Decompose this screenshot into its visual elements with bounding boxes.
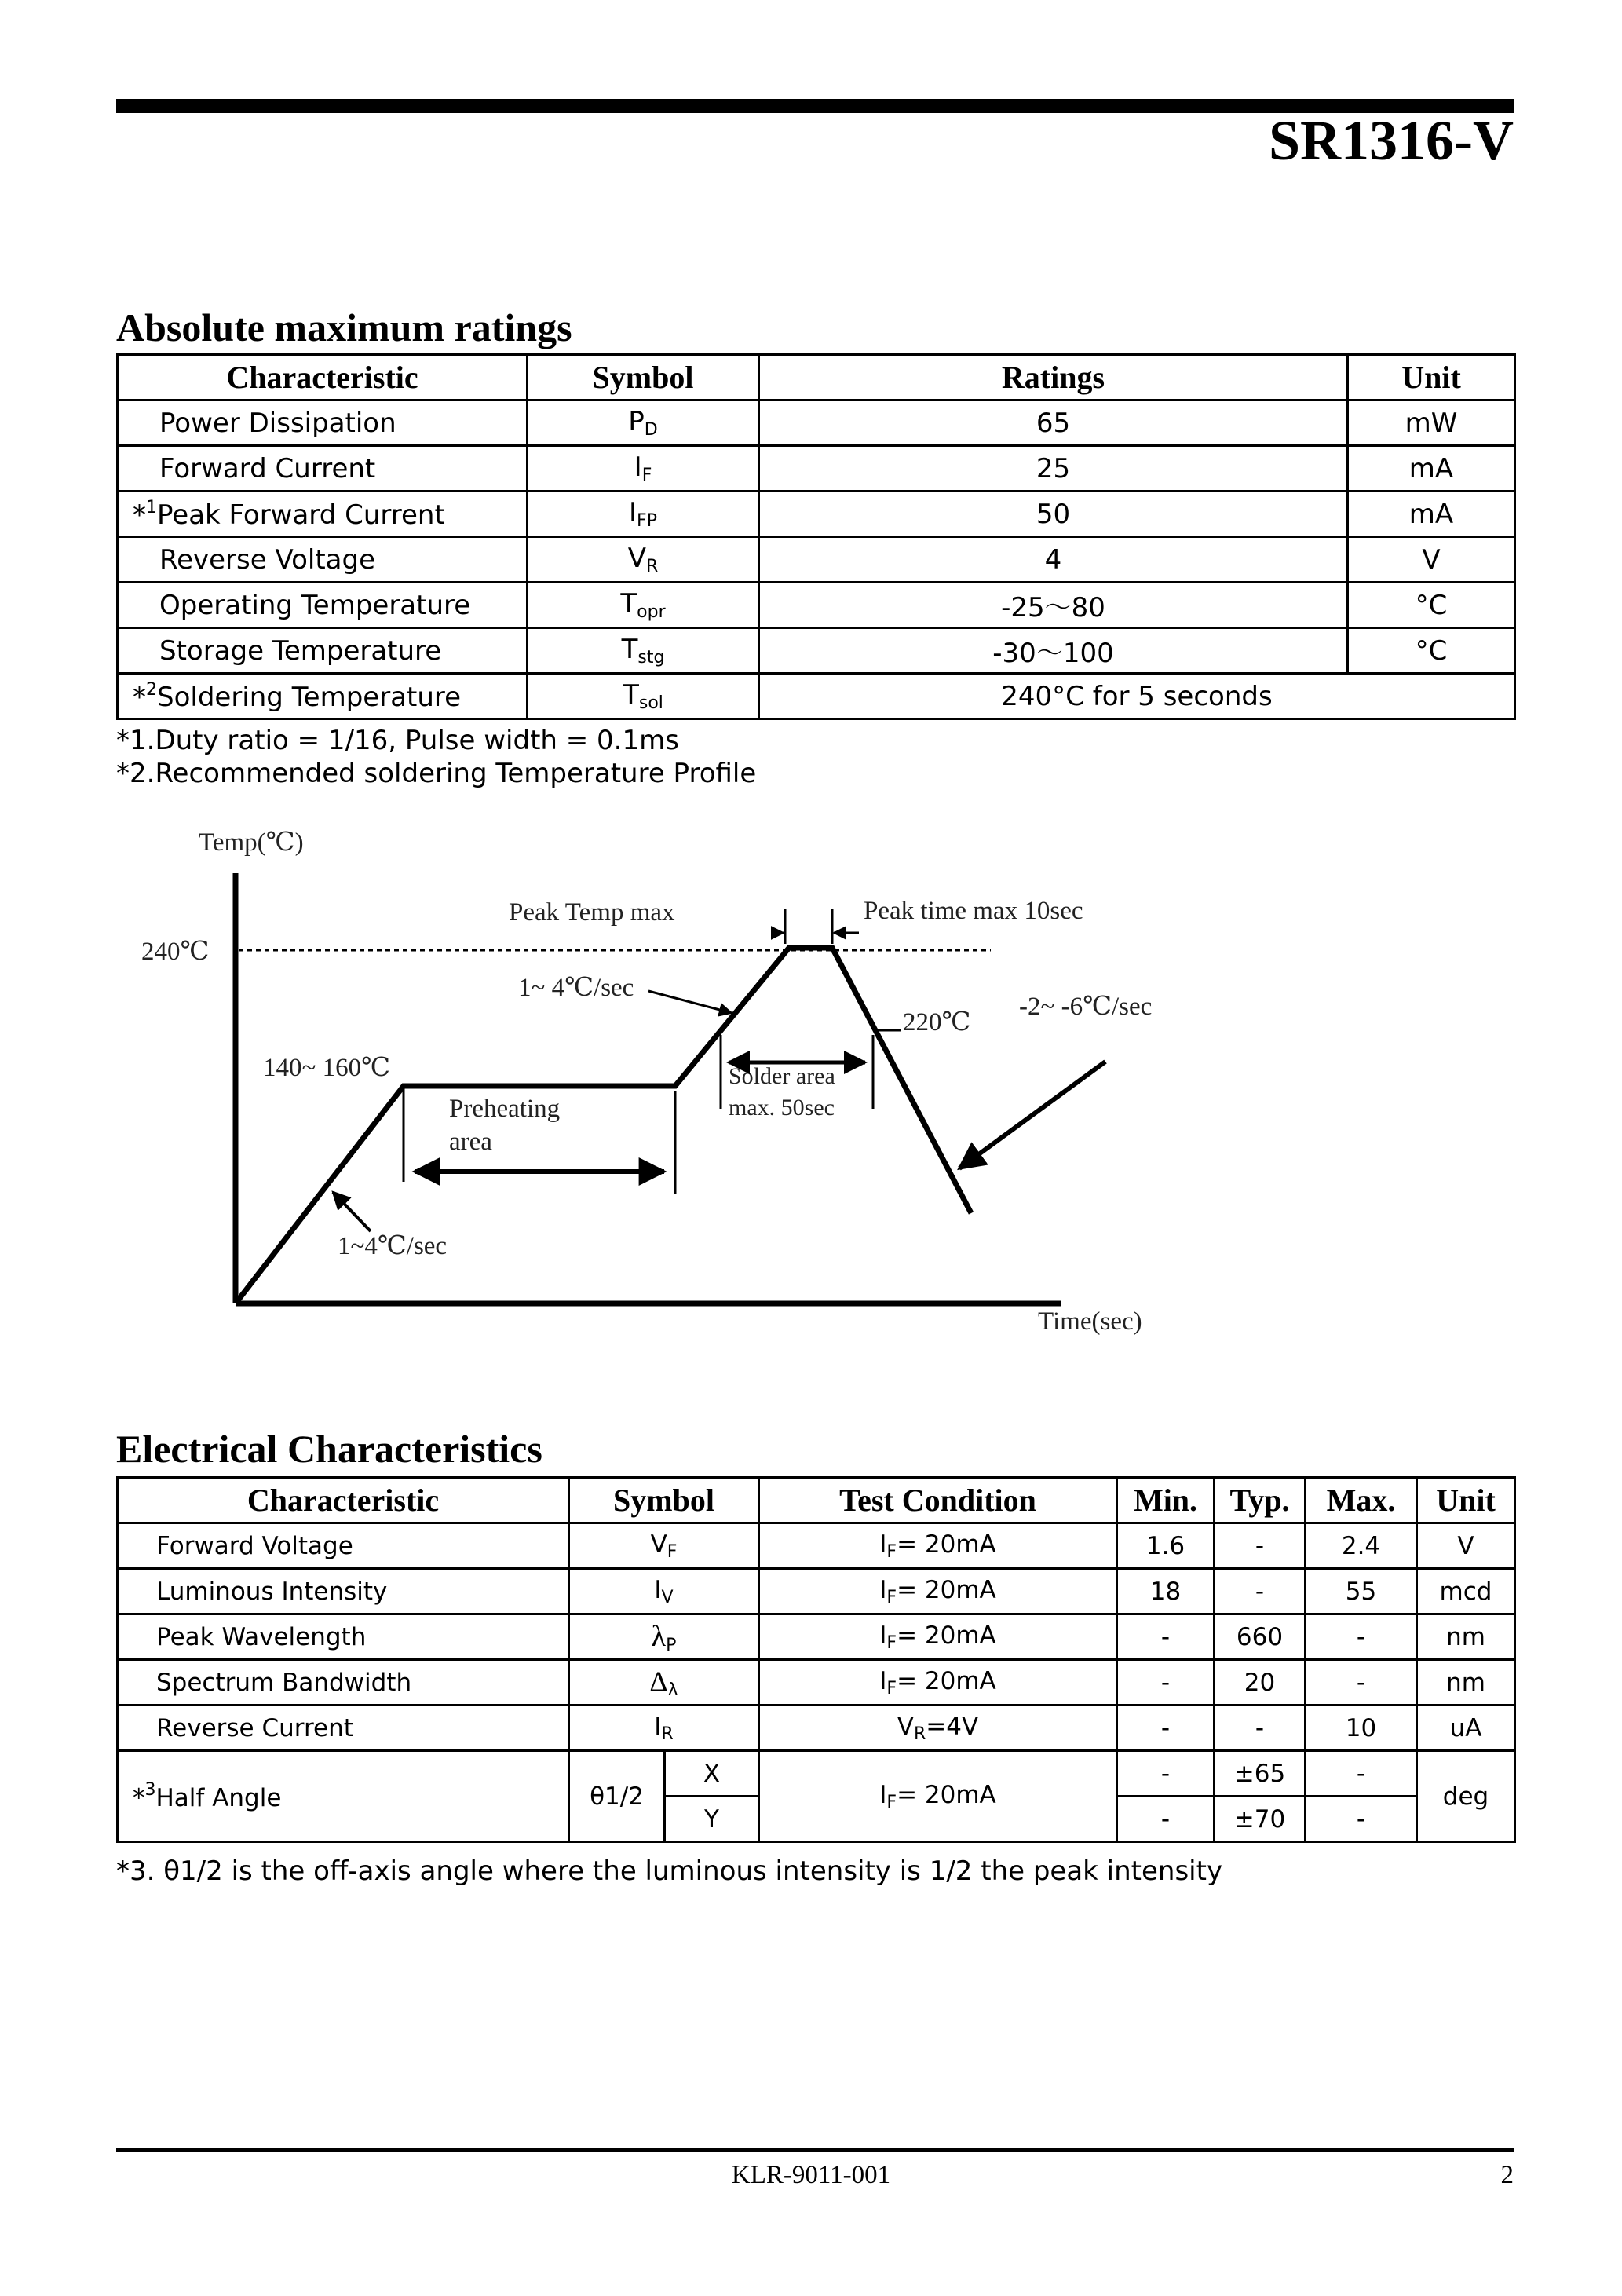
- condition-cell: $I_F= 20mA$: [759, 1523, 1117, 1569]
- unit-cell: °C: [1348, 628, 1515, 674]
- characteristic-cell: *$^3$Half Angle: [118, 1751, 569, 1842]
- characteristic-cell: Storage Temperature: [118, 628, 528, 674]
- unit-cell: mA: [1348, 492, 1515, 537]
- rating-cell: 50: [759, 492, 1348, 537]
- symbol-cell: $I_F$: [528, 446, 759, 492]
- min-cell: -: [1117, 1751, 1215, 1797]
- table-header-row: [118, 1478, 1515, 1523]
- characteristic-cell: Forward Current: [118, 446, 528, 492]
- y-axis-label: Temp(℃): [199, 828, 304, 857]
- typ-cell: ±65: [1215, 1751, 1306, 1797]
- symbol-cell: $T_{opr}$: [528, 583, 759, 628]
- bottom-rule: [116, 2148, 1514, 2152]
- unit-cell: mW: [1348, 400, 1515, 446]
- characteristic-cell: Spectrum Bandwidth: [118, 1660, 569, 1706]
- rating-cell: 25: [759, 446, 1348, 492]
- max-cell: 55: [1306, 1569, 1417, 1614]
- characteristic-cell: Luminous Intensity: [118, 1569, 569, 1614]
- symbol-cell: $V_F$: [569, 1523, 759, 1569]
- symbol-cell: $I_V$: [569, 1569, 759, 1614]
- table-row: [118, 628, 1515, 674]
- min-cell: -: [1117, 1706, 1215, 1751]
- column-header: Symbol: [528, 355, 759, 400]
- condition-cell: $I_F= 20mA$: [759, 1614, 1117, 1660]
- unit-cell: V: [1348, 537, 1515, 583]
- section-title-absolute-max: Absolute maximum ratings: [116, 305, 572, 349]
- unit-cell: V: [1417, 1523, 1515, 1569]
- typ-cell: -: [1215, 1569, 1306, 1614]
- max-cell: -: [1306, 1614, 1417, 1660]
- characteristic-cell: *$^1$Peak Forward Current: [118, 492, 528, 537]
- table-header-row: [118, 355, 1515, 400]
- column-header: Test Condition: [759, 1478, 1117, 1523]
- unit-cell: nm: [1417, 1660, 1515, 1706]
- min-cell: -: [1117, 1797, 1215, 1842]
- table-row: [118, 674, 1515, 719]
- preheat-area-label-line2: area: [449, 1128, 492, 1156]
- peak-temp-label: Peak Temp max: [509, 898, 675, 927]
- column-header: Unit: [1348, 355, 1515, 400]
- footnote-mark: *$^3$: [133, 1780, 156, 1812]
- min-cell: -: [1117, 1660, 1215, 1706]
- x-axis-label: Time(sec): [1038, 1307, 1142, 1336]
- ramp-up-arrow: [648, 991, 732, 1013]
- table-row: [118, 400, 1515, 446]
- solder-area-label-line1: Solder area: [729, 1063, 835, 1089]
- table-row: [118, 537, 1515, 583]
- temp-240-label: 240℃: [141, 938, 210, 966]
- symbol-cell: θ1/2: [569, 1751, 665, 1842]
- unit-cell: mA: [1348, 446, 1515, 492]
- column-header: Min.: [1117, 1478, 1215, 1523]
- document-title: SR1316-V: [1268, 109, 1514, 172]
- rating-cell: -25～80: [759, 583, 1348, 628]
- characteristic-cell: Forward Voltage: [118, 1523, 569, 1569]
- electrical-characteristics-table: [116, 1476, 1516, 1843]
- temp-220-label: 220℃: [903, 1008, 971, 1036]
- preheat-area-label-line1: Preheating: [449, 1095, 561, 1123]
- table-row: [118, 446, 1515, 492]
- cool-down-arrow: [959, 1062, 1105, 1168]
- column-header: Max.: [1306, 1478, 1417, 1523]
- axis-cell: X: [665, 1751, 759, 1797]
- symbol-cell: $T_{sol}$: [528, 674, 759, 719]
- characteristic-cell: Reverse Current: [118, 1706, 569, 1751]
- absolute-max-table: [116, 353, 1516, 720]
- axis-cell: Y: [665, 1797, 759, 1842]
- column-header: Unit: [1417, 1478, 1515, 1523]
- initial-ramp-arrow: [333, 1192, 371, 1231]
- min-cell: 18: [1117, 1569, 1215, 1614]
- condition-cell: $I_F= 20mA$: [759, 1660, 1117, 1706]
- typ-cell: 20: [1215, 1660, 1306, 1706]
- footnote-1: *1.Duty ratio = 1/16, Pulse width = 0.1ms: [116, 725, 679, 756]
- initial-ramp-rate-label: 1~4℃/sec: [338, 1232, 448, 1260]
- unit-cell: mcd: [1417, 1569, 1515, 1614]
- table-row: [118, 1660, 1515, 1706]
- column-header: Characteristic: [118, 355, 528, 400]
- max-cell: -: [1306, 1751, 1417, 1797]
- column-header: Symbol: [569, 1478, 759, 1523]
- max-cell: -: [1306, 1797, 1417, 1842]
- footer-document-code: KLR-9011-001: [731, 2161, 891, 2189]
- condition-cell: $I_F= 20mA$: [759, 1751, 1117, 1842]
- ramp-up-rate-label: 1~ 4℃/sec: [518, 974, 634, 1002]
- max-cell: 2.4: [1306, 1523, 1417, 1569]
- column-header: Characteristic: [118, 1478, 569, 1523]
- symbol-cell: $\lambda_P$: [569, 1614, 759, 1660]
- unit-cell: nm: [1417, 1614, 1515, 1660]
- column-header: Typ.: [1215, 1478, 1306, 1523]
- characteristic-cell: Peak Wavelength: [118, 1614, 569, 1660]
- min-cell: 1.6: [1117, 1523, 1215, 1569]
- table-row: [118, 1523, 1515, 1569]
- page-number: 2: [1500, 2161, 1514, 2189]
- typ-cell: 660: [1215, 1614, 1306, 1660]
- unit-cell: °C: [1348, 583, 1515, 628]
- symbol-cell: $I_{FP}$: [528, 492, 759, 537]
- max-cell: -: [1306, 1660, 1417, 1706]
- table-row: [118, 583, 1515, 628]
- characteristic-cell: Reverse Voltage: [118, 537, 528, 583]
- rating-cell: -30～100: [759, 628, 1348, 674]
- min-cell: -: [1117, 1614, 1215, 1660]
- characteristic-cell: Operating Temperature: [118, 583, 528, 628]
- footnote-mark: *$^2$: [133, 679, 157, 713]
- unit-cell: uA: [1417, 1706, 1515, 1751]
- condition-cell: $V_R=4V$: [759, 1706, 1117, 1751]
- soldering-profile-diagram: [0, 817, 1622, 1351]
- table-row: [118, 492, 1515, 537]
- typ-cell: -: [1215, 1706, 1306, 1751]
- rating-cell: 4: [759, 537, 1348, 583]
- unit-cell: deg: [1417, 1751, 1515, 1842]
- footnote-2: *2.Recommended soldering Temperature Profile: [116, 758, 757, 789]
- symbol-cell: $P_D$: [528, 400, 759, 446]
- characteristic-cell: Power Dissipation: [118, 400, 528, 446]
- table-row: [118, 1569, 1515, 1614]
- condition-cell: $I_F= 20mA$: [759, 1569, 1117, 1614]
- characteristic-cell: *$^2$Soldering Temperature: [118, 674, 528, 719]
- symbol-cell: $V_R$: [528, 537, 759, 583]
- solder-area-label-line2: max. 50sec: [729, 1095, 835, 1121]
- cool-down-rate-label: -2~ -6℃/sec: [1019, 993, 1153, 1021]
- preheat-temp-label: 140~ 160℃: [263, 1054, 391, 1082]
- rating-cell: 65: [759, 400, 1348, 446]
- table-row: [118, 1706, 1515, 1751]
- footnote-mark: *$^1$: [133, 497, 157, 531]
- column-header: Ratings: [759, 355, 1348, 400]
- symbol-cell: $\Delta_\lambda$: [569, 1660, 759, 1706]
- typ-cell: -: [1215, 1523, 1306, 1569]
- rating-cell: 240°C for 5 seconds: [759, 674, 1515, 719]
- typ-cell: ±70: [1215, 1797, 1306, 1842]
- peak-time-label: Peak time max 10sec: [864, 897, 1083, 925]
- symbol-cell: $I_R$: [569, 1706, 759, 1751]
- symbol-cell: $T_{stg}$: [528, 628, 759, 674]
- table-row: [118, 1751, 1515, 1797]
- section-title-electrical: Electrical Characteristics: [116, 1427, 542, 1471]
- table-row: [118, 1614, 1515, 1660]
- max-cell: 10: [1306, 1706, 1417, 1751]
- footnote-3: *3. θ1/2 is the off-axis angle where the luminous intensity is 1/2 the peak intensity: [116, 1855, 1223, 1887]
